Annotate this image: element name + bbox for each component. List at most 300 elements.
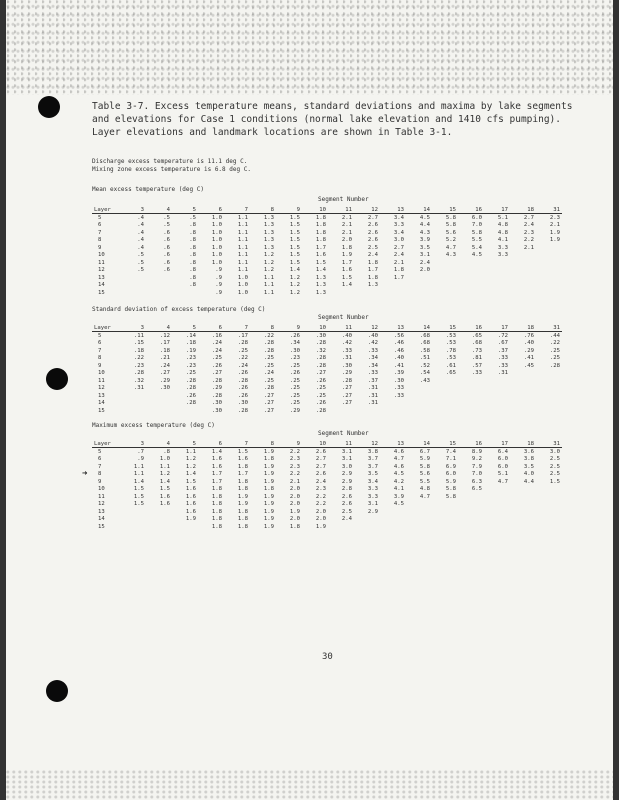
value-cell: 2.0 — [315, 516, 326, 523]
value-cell: .8 — [189, 274, 196, 281]
mixing-zone-line: Mixing zone excess temperature is 6.8 deg C. — [92, 166, 251, 173]
value-cell: 1.0 — [211, 237, 222, 244]
value-cell: 1.5 — [315, 259, 326, 266]
value-cell: 3.4 — [393, 229, 404, 236]
value-cell: 1.4 — [133, 478, 144, 485]
value-cell: 1.1 — [185, 448, 196, 455]
value-cell — [120, 392, 146, 400]
value-cell: 1.0 — [211, 214, 222, 221]
value-cell: 2.2 — [289, 471, 300, 478]
mean-segment-header: Segment Number — [318, 196, 369, 203]
value-cell: .30 — [237, 400, 248, 407]
segment-column-header: 14 — [406, 324, 432, 332]
value-cell: 2.5 — [549, 471, 560, 478]
value-cell: .27 — [263, 392, 274, 399]
value-cell: 4.3 — [445, 252, 456, 259]
value-cell: .43 — [419, 377, 430, 384]
value-cell: 2.6 — [367, 237, 378, 244]
value-cell: .28 — [263, 385, 274, 392]
value-cell: .23 — [185, 355, 196, 362]
value-cell: 4.6 — [393, 463, 404, 470]
value-cell: 1.8 — [237, 523, 248, 530]
value-cell: 4.5 — [471, 252, 482, 259]
value-cell: .58 — [419, 347, 430, 354]
table-row — [92, 289, 562, 297]
value-cell: 1.1 — [237, 244, 248, 251]
segment-column-header: 14 — [406, 440, 432, 448]
value-cell: .8 — [189, 222, 196, 229]
layer-cell: 7 — [98, 463, 102, 470]
value-cell: 4.5 — [393, 471, 404, 478]
segment-column-header: 7 — [224, 440, 250, 448]
value-cell — [536, 259, 562, 267]
value-cell: 7.1 — [445, 456, 456, 463]
value-cell: 1.1 — [263, 274, 274, 281]
value-cell: .30 — [341, 362, 352, 369]
value-cell: .42 — [341, 340, 352, 347]
value-cell — [458, 274, 484, 282]
value-cell: 2.6 — [315, 448, 326, 455]
value-cell: 6.5 — [471, 486, 482, 493]
value-cell: .28 — [315, 362, 326, 369]
value-cell: .9 — [215, 289, 222, 296]
value-cell: 1.7 — [393, 274, 404, 281]
layer-cell: 13 — [98, 274, 105, 281]
segment-column-header: 13 — [380, 324, 406, 332]
segment-column-header: 6 — [198, 440, 224, 448]
value-cell: .27 — [315, 370, 326, 377]
value-cell: .22 — [133, 355, 144, 362]
value-cell: .26 — [315, 400, 326, 407]
value-cell: 2.6 — [341, 493, 352, 500]
value-cell — [510, 385, 536, 393]
value-cell: 1.8 — [367, 274, 378, 281]
value-cell — [484, 400, 510, 408]
value-cell: 2.6 — [341, 501, 352, 508]
layer-cell: 13 — [98, 508, 105, 515]
value-cell: .28 — [185, 377, 196, 384]
value-cell — [172, 407, 198, 415]
table-row — [92, 377, 562, 385]
value-cell: .25 — [315, 385, 326, 392]
value-cell: 1.8 — [315, 214, 326, 221]
value-cell: 3.0 — [549, 448, 560, 455]
table-row — [92, 347, 562, 355]
value-cell: 1.8 — [341, 244, 352, 251]
value-cell: .9 — [215, 282, 222, 289]
segment-column-header: 15 — [432, 440, 458, 448]
value-cell — [432, 501, 458, 509]
value-cell — [146, 289, 172, 297]
value-cell: 1.4 — [341, 282, 352, 289]
value-cell: 1.7 — [211, 471, 222, 478]
table-row — [92, 456, 562, 464]
value-cell: 5.8 — [445, 214, 456, 221]
value-cell: .6 — [163, 259, 170, 266]
value-cell: 1.9 — [185, 516, 196, 523]
value-cell: 1.6 — [341, 267, 352, 274]
value-cell: .33 — [471, 370, 482, 377]
table-row — [92, 471, 562, 479]
value-cell: .28 — [237, 340, 248, 347]
value-cell — [146, 508, 172, 516]
table-row — [92, 214, 562, 222]
value-cell: 2.0 — [289, 493, 300, 500]
value-cell: 1.9 — [341, 252, 352, 259]
value-cell: .72 — [497, 332, 508, 339]
value-cell — [484, 385, 510, 393]
value-cell: .34 — [367, 355, 378, 362]
value-cell — [354, 289, 380, 297]
layer-cell: 15 — [98, 407, 105, 414]
value-cell: .30 — [211, 407, 222, 414]
value-cell: 2.5 — [549, 463, 560, 470]
max-temperature-table — [92, 440, 562, 531]
value-cell — [406, 392, 432, 400]
value-cell: .46 — [393, 347, 404, 354]
value-cell — [510, 501, 536, 509]
segment-column-header: 5 — [172, 440, 198, 448]
value-cell — [146, 516, 172, 524]
value-cell: .8 — [189, 267, 196, 274]
table-header-row — [92, 440, 562, 448]
value-cell — [146, 400, 172, 408]
value-cell: 6.3 — [471, 478, 482, 485]
value-cell — [432, 523, 458, 531]
value-cell: .29 — [289, 407, 300, 414]
value-cell: 3.7 — [367, 456, 378, 463]
value-cell: 1.6 — [159, 501, 170, 508]
value-cell — [458, 289, 484, 297]
value-cell: .24 — [211, 340, 222, 347]
value-cell: 1.8 — [237, 508, 248, 515]
value-cell: .5 — [137, 252, 144, 259]
value-cell: 6.0 — [471, 214, 482, 221]
value-cell: 1.0 — [237, 274, 248, 281]
value-cell: 1.7 — [211, 478, 222, 485]
value-cell: 2.4 — [367, 252, 378, 259]
value-cell: 1.6 — [185, 486, 196, 493]
value-cell — [120, 407, 146, 415]
value-cell — [484, 282, 510, 290]
value-cell — [380, 289, 406, 297]
value-cell: .31 — [367, 392, 378, 399]
scan-edge-right — [613, 0, 619, 800]
segment-column-header: 12 — [354, 324, 380, 332]
value-cell: 1.4 — [315, 267, 326, 274]
value-cell: 1.9 — [549, 237, 560, 244]
value-cell: .73 — [471, 347, 482, 354]
value-cell — [458, 493, 484, 501]
value-cell: .28 — [237, 407, 248, 414]
mean-temperature-table — [92, 206, 562, 297]
table-row — [92, 501, 562, 509]
value-cell — [484, 516, 510, 524]
value-cell: 2.1 — [393, 259, 404, 266]
value-cell: 4.8 — [497, 229, 508, 236]
table-row — [92, 274, 562, 282]
value-cell: .26 — [185, 392, 196, 399]
table-row — [92, 370, 562, 378]
value-cell: .9 — [215, 274, 222, 281]
value-cell: .25 — [289, 392, 300, 399]
segment-column-header: 3 — [120, 206, 146, 214]
table-header-row — [92, 206, 562, 214]
value-cell — [536, 501, 562, 509]
segment-column-header: 3 — [120, 324, 146, 332]
value-cell — [432, 385, 458, 393]
value-cell: 1.8 — [315, 237, 326, 244]
value-cell: 1.1 — [237, 267, 248, 274]
layer-column-header: Layer — [92, 440, 120, 448]
value-cell: 1.1 — [237, 259, 248, 266]
value-cell — [120, 289, 146, 297]
value-cell: 1.8 — [211, 508, 222, 515]
value-cell: .81 — [471, 355, 482, 362]
value-cell — [406, 516, 432, 524]
value-cell: .25 — [289, 377, 300, 384]
table-row — [92, 448, 562, 456]
value-cell: .16 — [211, 332, 222, 339]
value-cell — [536, 486, 562, 494]
value-cell: .33 — [497, 355, 508, 362]
segment-column-header: 6 — [198, 206, 224, 214]
value-cell: .4 — [137, 229, 144, 236]
value-cell: 3.0 — [341, 463, 352, 470]
value-cell: 1.5 — [237, 448, 248, 455]
value-cell: .28 — [211, 377, 222, 384]
value-cell: 1.9 — [263, 448, 274, 455]
value-cell: 2.6 — [367, 222, 378, 229]
value-cell: .25 — [263, 362, 274, 369]
value-cell: .61 — [445, 362, 456, 369]
value-cell: 2.7 — [393, 244, 404, 251]
layer-cell: 9 — [98, 244, 102, 251]
value-cell — [406, 523, 432, 531]
value-cell — [536, 516, 562, 524]
value-cell: 2.2 — [315, 493, 326, 500]
value-cell: 1.5 — [289, 237, 300, 244]
value-cell — [458, 407, 484, 415]
value-cell: 3.1 — [341, 448, 352, 455]
value-cell: 1.3 — [263, 244, 274, 251]
value-cell: 1.0 — [211, 229, 222, 236]
value-cell: 3.9 — [419, 237, 430, 244]
value-cell — [536, 508, 562, 516]
value-cell: 1.5 — [289, 222, 300, 229]
value-cell: 1.7 — [341, 259, 352, 266]
table-row — [92, 340, 562, 348]
value-cell: .37 — [367, 377, 378, 384]
value-cell: 1.5 — [289, 214, 300, 221]
layer-cell: 11 — [98, 493, 105, 500]
value-cell: .33 — [393, 385, 404, 392]
segment-column-header: 31 — [536, 206, 562, 214]
segment-column-header: 8 — [250, 440, 276, 448]
value-cell: 5.4 — [471, 244, 482, 251]
value-cell: .32 — [315, 347, 326, 354]
value-cell: 2.3 — [289, 463, 300, 470]
value-cell — [484, 486, 510, 494]
value-cell — [458, 377, 484, 385]
value-cell — [432, 377, 458, 385]
value-cell: .33 — [393, 392, 404, 399]
value-cell: .17 — [237, 332, 248, 339]
value-cell: 5.8 — [445, 222, 456, 229]
value-cell: .5 — [137, 259, 144, 266]
layer-cell: 9 — [98, 478, 102, 485]
table-row — [92, 407, 562, 415]
value-cell: 1.8 — [237, 478, 248, 485]
value-cell: 4.0 — [523, 471, 534, 478]
value-cell: 5.5 — [419, 478, 430, 485]
value-cell: 1.2 — [263, 252, 274, 259]
table-row — [92, 282, 562, 290]
layer-column-header: Layer — [92, 324, 120, 332]
value-cell: 1.8 — [211, 501, 222, 508]
value-cell: .6 — [163, 237, 170, 244]
max-segment-header: Segment Number — [318, 430, 369, 437]
value-cell: .6 — [163, 267, 170, 274]
value-cell — [380, 282, 406, 290]
value-cell: 2.7 — [523, 214, 534, 221]
layer-cell: 5 — [98, 214, 102, 221]
value-cell — [484, 259, 510, 267]
value-cell: .23 — [133, 362, 144, 369]
value-cell: 3.7 — [367, 463, 378, 470]
scan-edge-left — [0, 0, 6, 800]
value-cell: .30 — [393, 377, 404, 384]
segment-column-header: 16 — [458, 440, 484, 448]
value-cell: 1.6 — [159, 493, 170, 500]
value-cell — [510, 259, 536, 267]
page-number: 30 — [322, 652, 333, 662]
value-cell: .26 — [289, 332, 300, 339]
value-cell — [510, 267, 536, 275]
value-cell: .18 — [159, 347, 170, 354]
value-cell: 1.6 — [185, 493, 196, 500]
value-cell: .31 — [341, 355, 352, 362]
value-cell: 1.1 — [237, 252, 248, 259]
value-cell: .25 — [263, 377, 274, 384]
table-row — [92, 252, 562, 260]
segment-column-header: 18 — [510, 206, 536, 214]
value-cell: .30 — [289, 347, 300, 354]
value-cell: .22 — [549, 340, 560, 347]
layer-cell: 7 — [98, 347, 102, 354]
segment-column-header: 31 — [536, 440, 562, 448]
value-cell — [380, 523, 406, 531]
value-cell: 5.9 — [419, 456, 430, 463]
value-cell: 1.8 — [237, 516, 248, 523]
value-cell: 3.8 — [367, 448, 378, 455]
value-cell — [536, 289, 562, 297]
value-cell: .40 — [523, 340, 534, 347]
value-cell — [380, 407, 406, 415]
value-cell: 1.1 — [263, 289, 274, 296]
value-cell — [380, 400, 406, 408]
table-row — [92, 244, 562, 252]
value-cell — [406, 400, 432, 408]
value-cell: .8 — [189, 237, 196, 244]
segment-column-header: 6 — [198, 324, 224, 332]
value-cell: 1.0 — [211, 252, 222, 259]
value-cell: 1.9 — [289, 508, 300, 515]
value-cell: 3.5 — [523, 463, 534, 470]
segment-column-header: 16 — [458, 324, 484, 332]
value-cell: .31 — [367, 400, 378, 407]
table-row — [92, 385, 562, 393]
value-cell: .18 — [133, 347, 144, 354]
value-cell: 2.5 — [367, 244, 378, 251]
value-cell: 1.1 — [159, 463, 170, 470]
value-cell: .12 — [159, 332, 170, 339]
value-cell — [510, 252, 536, 260]
value-cell: .40 — [393, 355, 404, 362]
value-cell: 1.1 — [237, 222, 248, 229]
value-cell — [536, 407, 562, 415]
value-cell: 2.8 — [341, 486, 352, 493]
value-cell: 2.1 — [523, 244, 534, 251]
value-cell: 1.8 — [289, 523, 300, 530]
table-row — [92, 332, 562, 340]
layer-cell: 11 — [98, 259, 105, 266]
layer-cell: 8 — [98, 237, 102, 244]
value-cell: 4.8 — [419, 486, 430, 493]
value-cell: 1.9 — [237, 501, 248, 508]
value-cell — [510, 523, 536, 531]
value-cell — [146, 274, 172, 282]
value-cell — [458, 282, 484, 290]
value-cell — [406, 289, 432, 297]
value-cell: .30 — [159, 385, 170, 392]
value-cell: .42 — [367, 340, 378, 347]
value-cell: 1.2 — [159, 471, 170, 478]
value-cell: .26 — [315, 377, 326, 384]
value-cell: .32 — [133, 377, 144, 384]
value-cell — [432, 407, 458, 415]
value-cell: .68 — [471, 340, 482, 347]
value-cell: 2.4 — [341, 516, 352, 523]
value-cell — [484, 407, 510, 415]
value-cell: 2.3 — [523, 229, 534, 236]
value-cell — [432, 508, 458, 516]
value-cell: 5.1 — [497, 214, 508, 221]
value-cell: .28 — [133, 370, 144, 377]
table-row — [92, 400, 562, 408]
value-cell — [432, 392, 458, 400]
layer-cell: 5 — [98, 332, 102, 339]
value-cell: 2.0 — [419, 267, 430, 274]
segment-column-header: 7 — [224, 324, 250, 332]
value-cell: 7.0 — [471, 471, 482, 478]
discharge-info — [92, 158, 251, 174]
value-cell: 1.8 — [237, 486, 248, 493]
value-cell — [510, 274, 536, 282]
value-cell: .78 — [445, 347, 456, 354]
value-cell: .41 — [393, 362, 404, 369]
value-cell — [406, 274, 432, 282]
value-cell — [536, 400, 562, 408]
value-cell: .23 — [289, 355, 300, 362]
value-cell: .5 — [137, 267, 144, 274]
layer-cell: 12 — [98, 267, 105, 274]
value-cell: 2.3 — [289, 456, 300, 463]
value-cell: 1.4 — [159, 478, 170, 485]
value-cell: 1.8 — [367, 259, 378, 266]
value-cell: 5.6 — [445, 229, 456, 236]
layer-cell: 12 — [98, 385, 105, 392]
